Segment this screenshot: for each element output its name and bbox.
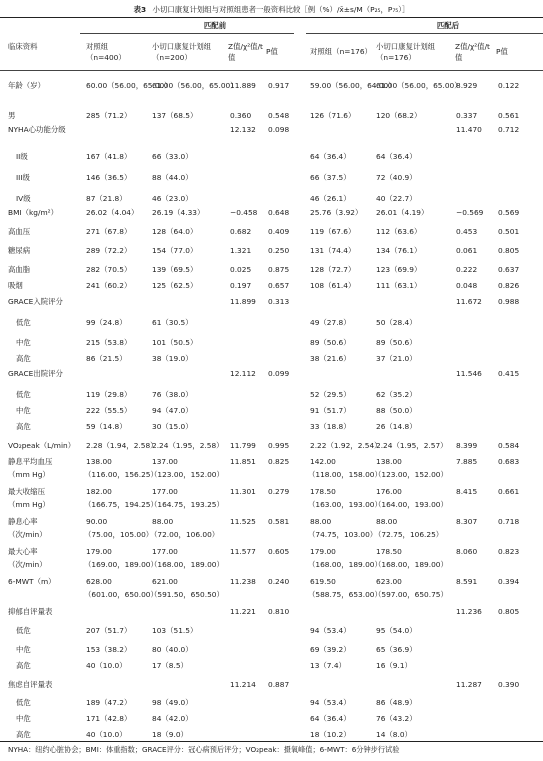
- p-before-cell: 0.648: [268, 208, 290, 217]
- stat-before-cell: 11.301: [230, 487, 256, 496]
- rehab-before-cell: 76（38.0）: [152, 390, 193, 399]
- stat-before-cell: 0.025: [230, 265, 252, 274]
- rehab-before-cell: 17（8.5）: [152, 661, 188, 670]
- row-label: （mm Hg）: [8, 470, 50, 479]
- control-after-cell: 179.00: [310, 547, 336, 556]
- control-after-cell: 89（50.6）: [310, 338, 351, 347]
- stat-before-cell: 0.682: [230, 227, 252, 236]
- control-before-cell: 90.00: [86, 517, 108, 526]
- row-label: 低危: [16, 626, 31, 635]
- row-label: 静息平均血压: [8, 457, 53, 466]
- rehab-after-cell: 40（22.7）: [376, 194, 417, 203]
- control-after-cell: 49（27.8）: [310, 318, 351, 327]
- control-after-cell: 94（53.4）: [310, 698, 351, 707]
- rehab-before-cell: 84（42.0）: [152, 714, 193, 723]
- p-before-cell: 0.581: [268, 517, 290, 526]
- control-after-cell: 38（21.6）: [310, 354, 351, 363]
- control-before-cell: 289（72.2）: [86, 246, 132, 255]
- p-before-cell: 0.279: [268, 487, 290, 496]
- control-after-cell: 52（29.5）: [310, 390, 351, 399]
- rehab-before-cell: （591.50，650.50）: [150, 590, 224, 599]
- stat-after-cell: 11.470: [456, 125, 482, 134]
- row-label: 最大收缩压: [8, 487, 45, 496]
- rehab-after-cell: 65（36.9）: [376, 645, 417, 654]
- stat-before-cell: 11.889: [230, 81, 256, 90]
- rehab-after-cell: 138.00: [376, 457, 402, 466]
- row-label: 吸烟: [8, 281, 23, 290]
- rehab-before-cell: 103（51.5）: [152, 626, 198, 635]
- rehab-after-cell: （123.00，152.00）: [374, 470, 448, 479]
- row-label: 抑郁自评量表: [8, 607, 53, 616]
- stat-before-cell: 1.321: [230, 246, 252, 255]
- control-before-cell: 282（70.5）: [86, 265, 132, 274]
- p-after-cell: 0.683: [498, 457, 520, 466]
- rehab-after-cell: （72.75，106.25）: [374, 530, 444, 539]
- stat-after-cell: 11.546: [456, 369, 482, 378]
- control-after-cell: 64（36.4）: [310, 714, 351, 723]
- rehab-before-cell: （123.00，152.00）: [150, 470, 224, 479]
- rehab-after-cell: 123（69.9）: [376, 265, 422, 274]
- p-before-cell: 0.313: [268, 297, 290, 306]
- row-label: 高血脂: [8, 265, 31, 274]
- p-after-cell: 0.122: [498, 81, 520, 90]
- control-before-cell: 138.00: [86, 457, 112, 466]
- stat-before-cell: −0.458: [230, 208, 258, 217]
- rehab-before-cell: 137.00: [152, 457, 178, 466]
- rehab-after-cell: 178.50: [376, 547, 402, 556]
- top-rule: [0, 17, 543, 18]
- control-before-cell: 59（14.8）: [86, 422, 127, 431]
- p-before-cell: 0.099: [268, 369, 290, 378]
- control-after-cell: 128（72.7）: [310, 265, 356, 274]
- control-after-cell: （118.00，158.00）: [308, 470, 382, 479]
- stat-after-cell: 11.236: [456, 607, 482, 616]
- stat-after-cell: 8.415: [456, 487, 478, 496]
- rehab-after-cell: 88.00: [376, 517, 398, 526]
- stat-before-cell: 12.132: [230, 125, 256, 134]
- rehab-after-cell: 134（76.1）: [376, 246, 422, 255]
- control-after-cell: （163.00，193.00）: [308, 500, 382, 509]
- rehab-after-cell: 50（28.4）: [376, 318, 417, 327]
- rehab-after-cell: 111（63.1）: [376, 281, 422, 290]
- p-after-cell: 0.805: [498, 246, 520, 255]
- group-before-matching: 匹配前: [203, 21, 227, 30]
- row-label: 低危: [16, 318, 31, 327]
- control-before-cell: 271（67.8）: [86, 227, 132, 236]
- row-label: 高血压: [8, 227, 31, 236]
- p-after-cell: 0.805: [498, 607, 520, 616]
- control-after-cell: 142.00: [310, 457, 336, 466]
- control-after-cell: 59.00（56.00，64.00）: [310, 81, 396, 90]
- rehab-after-cell: （164.00，193.00）: [374, 500, 448, 509]
- p-before-cell: 0.605: [268, 547, 290, 556]
- control-before-cell: 119（29.8）: [86, 390, 132, 399]
- rehab-after-cell: 26.01（4.19）: [376, 208, 429, 217]
- row-label: GRACE入院评分: [8, 297, 63, 306]
- p-after-cell: 0.390: [498, 680, 520, 689]
- stat-after-cell: 11.287: [456, 680, 482, 689]
- p-before-cell: 0.548: [268, 111, 290, 120]
- row-label: 年龄（岁）: [8, 81, 45, 90]
- rehab-before-cell: 177.00: [152, 487, 178, 496]
- rehab-before-cell: 38（19.0）: [152, 354, 193, 363]
- control-after-cell: 108（61.4）: [310, 281, 356, 290]
- row-label: 高危: [16, 422, 31, 431]
- rehab-before-cell: 125（62.5）: [152, 281, 198, 290]
- stat-before-cell: 11.577: [230, 547, 256, 556]
- rehab-after-cell: 623.00: [376, 577, 402, 586]
- rehab-before-cell: 94（47.0）: [152, 406, 193, 415]
- control-before-cell: 153（38.2）: [86, 645, 132, 654]
- stat-before-cell: 11.899: [230, 297, 256, 306]
- row-label: （mm Hg）: [8, 500, 50, 509]
- stat-after-cell: 0.061: [456, 246, 478, 255]
- control-before-cell: （169.00，189.00）: [84, 560, 158, 569]
- control-after-cell: 69（39.2）: [310, 645, 351, 654]
- stat-before-cell: 0.360: [230, 111, 252, 120]
- rehab-after-cell: 2.24（1.95，2.57）: [376, 441, 448, 450]
- row-label: 高危: [16, 354, 31, 363]
- rehab-before-cell: 98（49.0）: [152, 698, 193, 707]
- p-after-cell: 0.988: [498, 297, 520, 306]
- group-underline-after: [306, 33, 543, 34]
- rehab-after-cell: 61.00（56.00，65.00）: [376, 81, 462, 90]
- control-after-cell: 33（18.8）: [310, 422, 351, 431]
- rehab-after-cell: 64（36.4）: [376, 152, 417, 161]
- table-caption: [0, 4, 543, 15]
- header-p-after: P值: [496, 47, 508, 56]
- control-after-cell: 178.50: [310, 487, 336, 496]
- control-before-cell: 285（71.2）: [86, 111, 132, 120]
- table-title: 小切口康复计划组与对照组患者一般资料比较［例（%）/x̄±s/M（P₂₅，P₇₅）］: [152, 5, 410, 14]
- rehab-before-cell: 18（9.0）: [152, 730, 188, 739]
- control-before-cell: 179.00: [86, 547, 112, 556]
- row-label: 高危: [16, 730, 31, 739]
- rehab-after-cell: （168.00，189.00）: [374, 560, 448, 569]
- header-p-before: P值: [266, 47, 278, 56]
- control-before-cell: 2.28（1.94，2.58）: [86, 441, 158, 450]
- stat-before-cell: 11.525: [230, 517, 256, 526]
- group-underline-before: [80, 33, 294, 34]
- table-footnote: NYHA：纽约心脏协会；BMI：体重指数；GRACE评分：冠心病预后评分；VO₂peak：摄氧峰值；6-MWT：6分钟步行试验: [8, 745, 400, 754]
- control-after-cell: 25.76（3.92）: [310, 208, 363, 217]
- control-before-cell: 207（51.7）: [86, 626, 132, 635]
- stat-after-cell: −0.569: [456, 208, 484, 217]
- stat-before-cell: 11.799: [230, 441, 256, 450]
- control-before-cell: 99（24.8）: [86, 318, 127, 327]
- rehab-after-cell: 112（63.6）: [376, 227, 422, 236]
- stat-after-cell: 0.222: [456, 265, 478, 274]
- p-after-cell: 0.823: [498, 547, 520, 556]
- control-before-cell: 241（60.2）: [86, 281, 132, 290]
- row-label: GRACE出院评分: [8, 369, 63, 378]
- p-before-cell: 0.250: [268, 246, 290, 255]
- stat-before-cell: 11.214: [230, 680, 256, 689]
- rehab-after-cell: 76（43.2）: [376, 714, 417, 723]
- p-after-cell: 0.569: [498, 208, 520, 217]
- p-after-cell: 0.415: [498, 369, 520, 378]
- rehab-before-cell: 101（50.5）: [152, 338, 198, 347]
- header-rule: [0, 70, 543, 71]
- row-label: IV级: [16, 194, 31, 203]
- rehab-after-cell: 95（54.0）: [376, 626, 417, 635]
- control-before-cell: 628.00: [86, 577, 112, 586]
- table-number: 表3: [133, 5, 147, 14]
- rehab-before-cell: （168.00，189.00）: [150, 560, 224, 569]
- row-label: （次/min）: [8, 560, 47, 569]
- stat-after-cell: 8.399: [456, 441, 478, 450]
- rehab-before-cell: 137（68.5）: [152, 111, 198, 120]
- row-label: VO₂peak（L/min）: [8, 441, 76, 450]
- stat-after-cell: 11.672: [456, 297, 482, 306]
- row-label: 中危: [16, 406, 31, 415]
- row-label: BMI（kg/m²）: [8, 208, 59, 217]
- row-label: 6-MWT（m）: [8, 577, 56, 586]
- rehab-after-cell: 88（50.0）: [376, 406, 417, 415]
- group-after-matching: 匹配后: [436, 21, 460, 30]
- rehab-before-cell: （164.75，193.25）: [150, 500, 224, 509]
- control-after-cell: 13（7.4）: [310, 661, 346, 670]
- control-before-cell: 86（21.5）: [86, 354, 127, 363]
- rehab-after-cell: 176.00: [376, 487, 402, 496]
- stat-before-cell: 11.851: [230, 457, 256, 466]
- rehab-after-cell: 72（40.9）: [376, 173, 417, 182]
- row-label: III级: [16, 173, 30, 182]
- p-before-cell: 0.875: [268, 265, 290, 274]
- stat-after-cell: 8.060: [456, 547, 478, 556]
- stat-after-cell: 0.048: [456, 281, 478, 290]
- rehab-before-cell: 61.00（56.00，65.00）: [152, 81, 238, 90]
- control-after-cell: 126（71.6）: [310, 111, 356, 120]
- row-label: 低危: [16, 698, 31, 707]
- p-before-cell: 0.887: [268, 680, 290, 689]
- rehab-after-cell: 14（8.0）: [376, 730, 412, 739]
- header-rehab-before: 小切口康复计划组（n=200）: [152, 42, 212, 62]
- p-after-cell: 0.712: [498, 125, 520, 134]
- rehab-before-cell: 154（77.0）: [152, 246, 198, 255]
- rehab-before-cell: 88.00: [152, 517, 174, 526]
- row-label: NYHA心功能分级: [8, 125, 66, 134]
- p-after-cell: 0.661: [498, 487, 520, 496]
- row-label: 低危: [16, 390, 31, 399]
- rehab-after-cell: 62（35.2）: [376, 390, 417, 399]
- rehab-before-cell: 2.24（1.95，2.58）: [152, 441, 224, 450]
- p-after-cell: 0.561: [498, 111, 520, 120]
- rehab-after-cell: 37（21.0）: [376, 354, 417, 363]
- control-before-cell: （116.00，156.25）: [84, 470, 158, 479]
- control-after-cell: 91（51.7）: [310, 406, 351, 415]
- header-rehab-after: 小切口康复计划组（n=176）: [376, 42, 436, 62]
- p-after-cell: 0.501: [498, 227, 520, 236]
- control-before-cell: 182.00: [86, 487, 112, 496]
- rehab-after-cell: 120（68.2）: [376, 111, 422, 120]
- header-stat-before: Z值/χ²值/t值: [228, 42, 263, 62]
- rehab-before-cell: 139（69.5）: [152, 265, 198, 274]
- control-after-cell: 94（53.4）: [310, 626, 351, 635]
- control-after-cell: 88.00: [310, 517, 332, 526]
- rehab-after-cell: 89（50.6）: [376, 338, 417, 347]
- stat-before-cell: 11.221: [230, 607, 256, 616]
- control-after-cell: （168.00，189.00）: [308, 560, 382, 569]
- p-after-cell: 0.394: [498, 577, 520, 586]
- control-before-cell: 222（55.5）: [86, 406, 132, 415]
- control-after-cell: 64（36.4）: [310, 152, 351, 161]
- p-before-cell: 0.409: [268, 227, 290, 236]
- control-before-cell: 167（41.8）: [86, 152, 132, 161]
- stat-before-cell: 11.238: [230, 577, 256, 586]
- rehab-before-cell: 46（23.0）: [152, 194, 193, 203]
- control-before-cell: 40（10.0）: [86, 661, 127, 670]
- rehab-before-cell: 621.00: [152, 577, 178, 586]
- p-before-cell: 0.825: [268, 457, 290, 466]
- row-label: 中危: [16, 714, 31, 723]
- rehab-before-cell: 26.19（4.33）: [152, 208, 205, 217]
- control-before-cell: 146（36.5）: [86, 173, 132, 182]
- control-after-cell: 46（26.1）: [310, 194, 351, 203]
- rehab-before-cell: 80（40.0）: [152, 645, 193, 654]
- control-before-cell: 26.02（4.04）: [86, 208, 139, 217]
- stat-after-cell: 8.307: [456, 517, 478, 526]
- rehab-before-cell: 177.00: [152, 547, 178, 556]
- control-before-cell: 40（10.0）: [86, 730, 127, 739]
- header-control-before: 对照组（n=400）: [86, 42, 126, 62]
- p-after-cell: 0.826: [498, 281, 520, 290]
- row-label: 高危: [16, 661, 31, 670]
- p-before-cell: 0.657: [268, 281, 290, 290]
- rehab-before-cell: （72.00，106.00）: [150, 530, 220, 539]
- control-before-cell: 87（21.8）: [86, 194, 127, 203]
- control-after-cell: 619.50: [310, 577, 336, 586]
- rehab-before-cell: 88（44.0）: [152, 173, 193, 182]
- rehab-after-cell: 86（48.9）: [376, 698, 417, 707]
- row-label: 最大心率: [8, 547, 38, 556]
- header-stat-after: Z值/χ²值/t值: [455, 42, 490, 62]
- control-before-cell: 189（47.2）: [86, 698, 132, 707]
- control-before-cell: （166.75，194.25）: [84, 500, 158, 509]
- control-after-cell: 2.22（1.92，2.54）: [310, 441, 382, 450]
- row-label: 男: [8, 111, 16, 120]
- row-label: II级: [16, 152, 28, 161]
- stat-before-cell: 0.197: [230, 281, 252, 290]
- stat-after-cell: 0.453: [456, 227, 478, 236]
- rehab-before-cell: 66（33.0）: [152, 152, 193, 161]
- control-before-cell: 215（53.8）: [86, 338, 132, 347]
- control-after-cell: （74.75，103.00）: [308, 530, 378, 539]
- control-before-cell: （601.00，650.00）: [84, 590, 158, 599]
- control-before-cell: （75.00，105.00）: [84, 530, 154, 539]
- p-before-cell: 0.810: [268, 607, 290, 616]
- control-after-cell: 18（10.2）: [310, 730, 351, 739]
- row-label: 中危: [16, 338, 31, 347]
- row-label: （次/min）: [8, 530, 47, 539]
- p-after-cell: 0.718: [498, 517, 520, 526]
- stat-before-cell: 12.112: [230, 369, 256, 378]
- control-after-cell: 66（37.5）: [310, 173, 351, 182]
- p-after-cell: 0.637: [498, 265, 520, 274]
- bottom-rule: [0, 741, 543, 742]
- p-before-cell: 0.917: [268, 81, 290, 90]
- p-before-cell: 0.240: [268, 577, 290, 586]
- stat-after-cell: 8.591: [456, 577, 478, 586]
- rehab-after-cell: 26（14.8）: [376, 422, 417, 431]
- rehab-after-cell: （597.00，650.75）: [374, 590, 448, 599]
- control-after-cell: 131（74.4）: [310, 246, 356, 255]
- header-item: 临床资料: [8, 42, 38, 51]
- p-after-cell: 0.584: [498, 441, 520, 450]
- rehab-after-cell: 16（9.1）: [376, 661, 412, 670]
- p-before-cell: 0.098: [268, 125, 290, 134]
- rehab-before-cell: 30（15.0）: [152, 422, 193, 431]
- p-before-cell: 0.995: [268, 441, 290, 450]
- row-label: 焦虑自评量表: [8, 680, 53, 689]
- rehab-before-cell: 128（64.0）: [152, 227, 198, 236]
- stat-after-cell: 8.929: [456, 81, 478, 90]
- header-control-after: 对照组（n=176）: [310, 47, 372, 56]
- row-label: 糖尿病: [8, 246, 31, 255]
- row-label: 静息心率: [8, 517, 38, 526]
- rehab-before-cell: 61（30.5）: [152, 318, 193, 327]
- control-after-cell: 119（67.6）: [310, 227, 356, 236]
- control-before-cell: 60.00（56.00，65.00）: [86, 81, 172, 90]
- control-after-cell: （588.75，653.00）: [308, 590, 382, 599]
- stat-after-cell: 0.337: [456, 111, 478, 120]
- control-before-cell: 171（42.8）: [86, 714, 132, 723]
- row-label: 中危: [16, 645, 31, 654]
- stat-after-cell: 7.885: [456, 457, 478, 466]
